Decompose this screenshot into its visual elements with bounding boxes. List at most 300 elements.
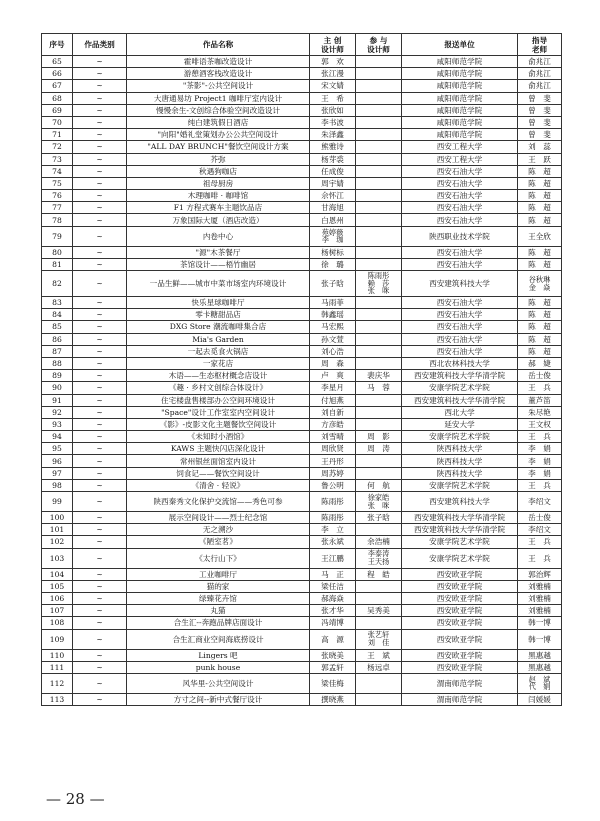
cell-advisor: 谷秋琳 金 焱 [518, 271, 562, 297]
cell-category: ~ [73, 455, 127, 467]
cell-work-title: "茶影"-公共空间设计 [127, 80, 310, 92]
table-row [42, 548, 562, 568]
cell-designer: 马 正 [310, 568, 356, 580]
cell-participant [356, 92, 402, 104]
cell-seq: 77 [42, 202, 73, 214]
cell-category: ~ [73, 190, 127, 202]
cell-designer: 张欣如 [310, 104, 356, 116]
table-row [42, 357, 562, 369]
cell-advisor: 陈 超 [518, 177, 562, 189]
cell-seq: 101 [42, 524, 73, 536]
table-row [42, 382, 562, 394]
table-row [42, 104, 562, 116]
table-row [42, 580, 562, 592]
cell-participant [356, 258, 402, 270]
header-category: 作品类别 [73, 34, 127, 56]
table-row [42, 661, 562, 673]
cell-category: ~ [73, 141, 127, 153]
cell-work-title: 一品生鲜——城市中菜市场室内环境设计 [127, 271, 310, 297]
cell-unit: 渭南师范学院 [402, 693, 518, 705]
cell-unit: 咸阳师范学院 [402, 129, 518, 141]
cell-participant [356, 56, 402, 68]
table-row [42, 258, 562, 270]
cell-participant [356, 190, 402, 202]
cell-category: ~ [73, 467, 127, 479]
cell-work-title: 芥弥 [127, 153, 310, 165]
cell-designer: 陈雨彤 [310, 492, 356, 512]
cell-category: ~ [73, 431, 127, 443]
cell-participant [356, 321, 402, 333]
cell-unit: 安康学院艺术学院 [402, 536, 518, 548]
cell-designer: 甘海旭 [310, 202, 356, 214]
table-row [42, 512, 562, 524]
cell-designer: 鲁公明 [310, 479, 356, 491]
cell-advisor: 王 兵 [518, 548, 562, 568]
cell-designer: 郭 欢 [310, 56, 356, 68]
cell-seq: 84 [42, 309, 73, 321]
cell-advisor: 韩一博 [518, 617, 562, 629]
cell-category: ~ [73, 592, 127, 604]
cell-unit: 西安石油大学 [402, 165, 518, 177]
cell-participant [356, 68, 402, 80]
cell-category: ~ [73, 246, 127, 258]
cell-work-title: 工业咖啡厅 [127, 568, 310, 580]
cell-designer: 付旭燕 [310, 394, 356, 406]
cell-advisor: 黑惠越 [518, 661, 562, 673]
header-work: 作品名称 [127, 34, 310, 56]
cell-participant [356, 333, 402, 345]
cell-category: ~ [73, 629, 127, 649]
cell-category: ~ [73, 443, 127, 455]
cell-participant [356, 394, 402, 406]
cell-participant [356, 141, 402, 153]
table-row [42, 629, 562, 649]
cell-work-title: 常州银丝面馆室内设计 [127, 455, 310, 467]
cell-unit: 西安工程大学 [402, 141, 518, 153]
cell-seq: 76 [42, 190, 73, 202]
cell-work-title: 慢慢余生-文创综合体验空间改造设计 [127, 104, 310, 116]
cell-participant [356, 357, 402, 369]
cell-seq: 92 [42, 406, 73, 418]
cell-designer: 张晓美 [310, 649, 356, 661]
cell-seq: 67 [42, 80, 73, 92]
cell-work-title: KAWS 主题快闪店深化设计 [127, 443, 310, 455]
cell-designer: 孙文萱 [310, 333, 356, 345]
cell-unit: 西安石油大学 [402, 202, 518, 214]
cell-advisor: 刘雅楠 [518, 605, 562, 617]
cell-participant [356, 592, 402, 604]
cell-participant: 程 皓 [356, 568, 402, 580]
cell-seq: 79 [42, 226, 73, 246]
cell-designer: 李书波 [310, 116, 356, 128]
cell-seq: 105 [42, 580, 73, 592]
header-advisor: 指导 老师 [518, 34, 562, 56]
cell-advisor: 王全欣 [518, 226, 562, 246]
cell-participant [356, 214, 402, 226]
cell-seq: 98 [42, 479, 73, 491]
cell-work-title: 游憩酒客栈改造设计 [127, 68, 310, 80]
table-row [42, 297, 562, 309]
cell-designer: 刘心浩 [310, 345, 356, 357]
cell-advisor: 韩一博 [518, 629, 562, 649]
cell-category: ~ [73, 297, 127, 309]
cell-designer: 卢 爽 [310, 370, 356, 382]
cell-unit: 西安石油大学 [402, 214, 518, 226]
table-row [42, 214, 562, 226]
table-row [42, 141, 562, 153]
cell-participant [356, 177, 402, 189]
cell-participant [356, 104, 402, 116]
cell-category: ~ [73, 129, 127, 141]
table-row [42, 431, 562, 443]
awards-table [41, 33, 562, 706]
cell-category: ~ [73, 345, 127, 357]
cell-category: ~ [73, 214, 127, 226]
cell-advisor: 陈 超 [518, 333, 562, 345]
header-seq: 序号 [42, 34, 73, 56]
cell-work-title: "向阳"婚礼堂策划办公公共空间设计 [127, 129, 310, 141]
cell-work-title: 无之溯沙 [127, 524, 310, 536]
cell-designer: 刘雪晴 [310, 431, 356, 443]
cell-advisor: 陈 超 [518, 246, 562, 258]
cell-category: ~ [73, 321, 127, 333]
cell-advisor: 曾 斐 [518, 104, 562, 116]
cell-unit: 渭南师范学院 [402, 673, 518, 693]
cell-advisor: 陈 超 [518, 165, 562, 177]
cell-unit: 西安欧亚学院 [402, 592, 518, 604]
cell-seq: 108 [42, 617, 73, 629]
cell-unit: 安康学院艺术学院 [402, 431, 518, 443]
cell-designer: 杨芽裘 [310, 153, 356, 165]
cell-participant [356, 246, 402, 258]
cell-designer: 撰晓燕 [310, 693, 356, 705]
cell-work-title: 《清舍 · 轻说》 [127, 479, 310, 491]
cell-advisor: 王 兵 [518, 382, 562, 394]
cell-advisor: 刘雅楠 [518, 592, 562, 604]
cell-category: ~ [73, 693, 127, 705]
cell-work-title: 万象国际大厦（酒店改造） [127, 214, 310, 226]
table-row [42, 673, 562, 693]
cell-unit: 咸阳师范学院 [402, 92, 518, 104]
cell-participant: 杨远卓 [356, 661, 402, 673]
cell-category: ~ [73, 548, 127, 568]
cell-unit: 咸阳师范学院 [402, 56, 518, 68]
cell-unit: 西安石油大学 [402, 190, 518, 202]
cell-seq: 113 [42, 693, 73, 705]
cell-participant [356, 418, 402, 430]
cell-category: ~ [73, 68, 127, 80]
cell-advisor: 陈 超 [518, 202, 562, 214]
cell-seq: 75 [42, 177, 73, 189]
cell-work-title: 纯白建筑假日酒店 [127, 116, 310, 128]
cell-unit: 西安建筑科技大学 [402, 492, 518, 512]
cell-seq: 65 [42, 56, 73, 68]
cell-advisor: 王 兵 [518, 536, 562, 548]
cell-participant: 张艺轩 刘 佳 [356, 629, 402, 649]
cell-advisor: 刘 蕊 [518, 141, 562, 153]
table-row [42, 592, 562, 604]
table-row [42, 345, 562, 357]
cell-designer: 高 源 [310, 629, 356, 649]
table-row [42, 246, 562, 258]
cell-advisor: 陈 超 [518, 309, 562, 321]
cell-work-title: 零卡糖甜品店 [127, 309, 310, 321]
cell-designer: 苑婷薇 李 珈 [310, 226, 356, 246]
cell-advisor: 黑惠越 [518, 649, 562, 661]
cell-designer: 佘怀江 [310, 190, 356, 202]
table-row [42, 321, 562, 333]
cell-unit: 西安石油大学 [402, 258, 518, 270]
cell-category: ~ [73, 673, 127, 693]
cell-advisor: 陈 超 [518, 345, 562, 357]
cell-category: ~ [73, 92, 127, 104]
cell-seq: 103 [42, 548, 73, 568]
cell-participant [356, 165, 402, 177]
cell-seq: 73 [42, 153, 73, 165]
cell-advisor: 李 娟 [518, 455, 562, 467]
cell-seq: 111 [42, 661, 73, 673]
cell-work-title: 展示空间设计——烈士纪念馆 [127, 512, 310, 524]
cell-advisor: 王 兵 [518, 431, 562, 443]
cell-work-title: 茶馆设计——梧竹幽居 [127, 258, 310, 270]
cell-designer: 李星月 [310, 382, 356, 394]
cell-seq: 100 [42, 512, 73, 524]
cell-unit: 延安大学 [402, 418, 518, 430]
cell-designer: 张江漫 [310, 68, 356, 80]
cell-unit: 西安欧亚学院 [402, 649, 518, 661]
cell-seq: 94 [42, 431, 73, 443]
cell-category: ~ [73, 177, 127, 189]
table-row [42, 479, 562, 491]
cell-category: ~ [73, 512, 127, 524]
cell-work-title: "ALL DAY BRUNCH"餐饮空间设计方案 [127, 141, 310, 153]
cell-advisor: 李 娟 [518, 443, 562, 455]
cell-designer: 李 立 [310, 524, 356, 536]
cell-unit: 陕西科技大学 [402, 443, 518, 455]
table-row [42, 524, 562, 536]
cell-unit: 西北大学 [402, 406, 518, 418]
cell-category: ~ [73, 382, 127, 394]
cell-category: ~ [73, 617, 127, 629]
cell-participant [356, 226, 402, 246]
cell-seq: 104 [42, 568, 73, 580]
cell-designer: 韩鑫瑶 [310, 309, 356, 321]
cell-category: ~ [73, 226, 127, 246]
table-row [42, 56, 562, 68]
cell-unit: 西安石油大学 [402, 333, 518, 345]
cell-work-title: 风华里-公共空间设计 [127, 673, 310, 693]
cell-advisor: 陈 超 [518, 321, 562, 333]
cell-seq: 112 [42, 673, 73, 693]
cell-unit: 西安欧亚学院 [402, 568, 518, 580]
cell-work-title: 《陋室茗》 [127, 536, 310, 548]
cell-seq: 80 [42, 246, 73, 258]
cell-category: ~ [73, 165, 127, 177]
cell-seq: 72 [42, 141, 73, 153]
table-row [42, 129, 562, 141]
cell-participant [356, 297, 402, 309]
cell-participant [356, 129, 402, 141]
cell-seq: 106 [42, 592, 73, 604]
cell-seq: 90 [42, 382, 73, 394]
cell-unit: 西安欧亚学院 [402, 661, 518, 673]
cell-advisor: 郭治辉 [518, 568, 562, 580]
table-row [42, 418, 562, 430]
cell-category: ~ [73, 536, 127, 548]
cell-designer: 白恩州 [310, 214, 356, 226]
cell-seq: 71 [42, 129, 73, 141]
cell-advisor: 朱尽艳 [518, 406, 562, 418]
cell-designer: 王 希 [310, 92, 356, 104]
cell-unit: 西安石油大学 [402, 321, 518, 333]
cell-seq: 81 [42, 258, 73, 270]
cell-work-title: 猫的家 [127, 580, 310, 592]
cell-work-title: 祖母厨房 [127, 177, 310, 189]
cell-category: ~ [73, 524, 127, 536]
cell-category: ~ [73, 153, 127, 165]
cell-designer: 宋文婧 [310, 80, 356, 92]
page-number: — 28 — [46, 790, 105, 808]
cell-category: ~ [73, 333, 127, 345]
cell-category: ~ [73, 580, 127, 592]
cell-participant: 吴秀美 [356, 605, 402, 617]
cell-advisor: 陈 超 [518, 258, 562, 270]
cell-work-title: punk house [127, 661, 310, 673]
cell-category: ~ [73, 394, 127, 406]
cell-participant [356, 617, 402, 629]
cell-unit: 陕西职业技术学院 [402, 226, 518, 246]
cell-advisor: 李绍文 [518, 492, 562, 512]
cell-unit: 西安建筑科技大学 [402, 271, 518, 297]
cell-work-title: DXG Store 潮流咖啡集合店 [127, 321, 310, 333]
cell-designer: 郭孟轩 [310, 661, 356, 673]
cell-seq: 74 [42, 165, 73, 177]
cell-category: ~ [73, 202, 127, 214]
cell-work-title: 霍啡语茶咖改造设计 [127, 56, 310, 68]
cell-designer: 任成俊 [310, 165, 356, 177]
cell-work-title: Mia's Garden [127, 333, 310, 345]
cell-designer: 周宇婧 [310, 177, 356, 189]
table-row [42, 309, 562, 321]
table-row [42, 649, 562, 661]
cell-work-title: 合生汇--奔跑品牌店面设计 [127, 617, 310, 629]
cell-participant: 张子晗 [356, 512, 402, 524]
table-row [42, 202, 562, 214]
cell-designer: 周苏婷 [310, 467, 356, 479]
cell-unit: 安康学院艺术学院 [402, 479, 518, 491]
table-row [42, 165, 562, 177]
table-row [42, 177, 562, 189]
cell-seq: 97 [42, 467, 73, 479]
table-row [42, 153, 562, 165]
cell-designer: 陈雨彤 [310, 512, 356, 524]
cell-seq: 109 [42, 629, 73, 649]
cell-designer: 杨树标 [310, 246, 356, 258]
cell-work-title: 一起去觅食火锅店 [127, 345, 310, 357]
table-row [42, 394, 562, 406]
cell-category: ~ [73, 104, 127, 116]
table-row [42, 68, 562, 80]
cell-participant [356, 455, 402, 467]
cell-advisor: 陈 超 [518, 297, 562, 309]
cell-category: ~ [73, 116, 127, 128]
cell-designer: 梁佳梅 [310, 673, 356, 693]
cell-designer: 方彦皓 [310, 418, 356, 430]
cell-seq: 102 [42, 536, 73, 548]
cell-advisor: 岳士俊 [518, 370, 562, 382]
cell-category: ~ [73, 568, 127, 580]
cell-advisor: 郝 婕 [518, 357, 562, 369]
cell-seq: 96 [42, 455, 73, 467]
table-row [42, 536, 562, 548]
cell-work-title: 秋遇狗咖店 [127, 165, 310, 177]
cell-participant [356, 406, 402, 418]
cell-participant: 王 斌 [356, 649, 402, 661]
cell-participant: 陈雨彤 赖 莎 张 咪 [356, 271, 402, 297]
cell-advisor: 岳士俊 [518, 512, 562, 524]
cell-work-title: 《影》-皮影文化主题餐饮空间设计 [127, 418, 310, 430]
cell-participant: 余浩楠 [356, 536, 402, 548]
cell-unit: 咸阳师范学院 [402, 116, 518, 128]
cell-work-title: 《太行山下》 [127, 548, 310, 568]
cell-unit: 安康学院艺术学院 [402, 382, 518, 394]
table-row [42, 370, 562, 382]
cell-unit: 西安石油大学 [402, 177, 518, 189]
cell-category: ~ [73, 56, 127, 68]
cell-unit: 西安石油大学 [402, 345, 518, 357]
cell-work-title: 方寸之间--新中式餐厅设计 [127, 693, 310, 705]
cell-participant [356, 673, 402, 693]
cell-category: ~ [73, 309, 127, 321]
cell-advisor: 王 跃 [518, 153, 562, 165]
table-row [42, 605, 562, 617]
table-row [42, 271, 562, 297]
cell-designer: 马宏熙 [310, 321, 356, 333]
cell-unit: 西安建筑科技大学华清学院 [402, 370, 518, 382]
cell-advisor: 俞兆江 [518, 68, 562, 80]
cell-unit: 西安欧亚学院 [402, 605, 518, 617]
cell-category: ~ [73, 258, 127, 270]
cell-advisor: 王 兵 [518, 479, 562, 491]
cell-participant [356, 80, 402, 92]
cell-participant [356, 202, 402, 214]
cell-participant: 李泰涛 王天扬 [356, 548, 402, 568]
cell-designer: 王江鹏 [310, 548, 356, 568]
cell-seq: 89 [42, 370, 73, 382]
cell-seq: 86 [42, 333, 73, 345]
cell-seq: 88 [42, 357, 73, 369]
cell-work-title: 饲食记——餐饮空间设计 [127, 467, 310, 479]
cell-designer: 刘自新 [310, 406, 356, 418]
cell-participant: 何 航 [356, 479, 402, 491]
cell-category: ~ [73, 479, 127, 491]
cell-work-title: 内卷中心 [127, 226, 310, 246]
cell-advisor: 王文权 [518, 418, 562, 430]
cell-designer: 张子晗 [310, 271, 356, 297]
cell-seq: 83 [42, 297, 73, 309]
cell-unit: 陕西科技大学 [402, 467, 518, 479]
table-row [42, 80, 562, 92]
cell-unit: 咸阳师范学院 [402, 68, 518, 80]
cell-seq: 85 [42, 321, 73, 333]
cell-unit: 西安建筑科技大学华清学院 [402, 512, 518, 524]
cell-unit: 陕西科技大学 [402, 455, 518, 467]
cell-unit: 西安石油大学 [402, 246, 518, 258]
cell-participant [356, 345, 402, 357]
cell-designer: 朱泽鑫 [310, 129, 356, 141]
cell-participant: 徐家皓 张 咪 [356, 492, 402, 512]
cell-category: ~ [73, 357, 127, 369]
